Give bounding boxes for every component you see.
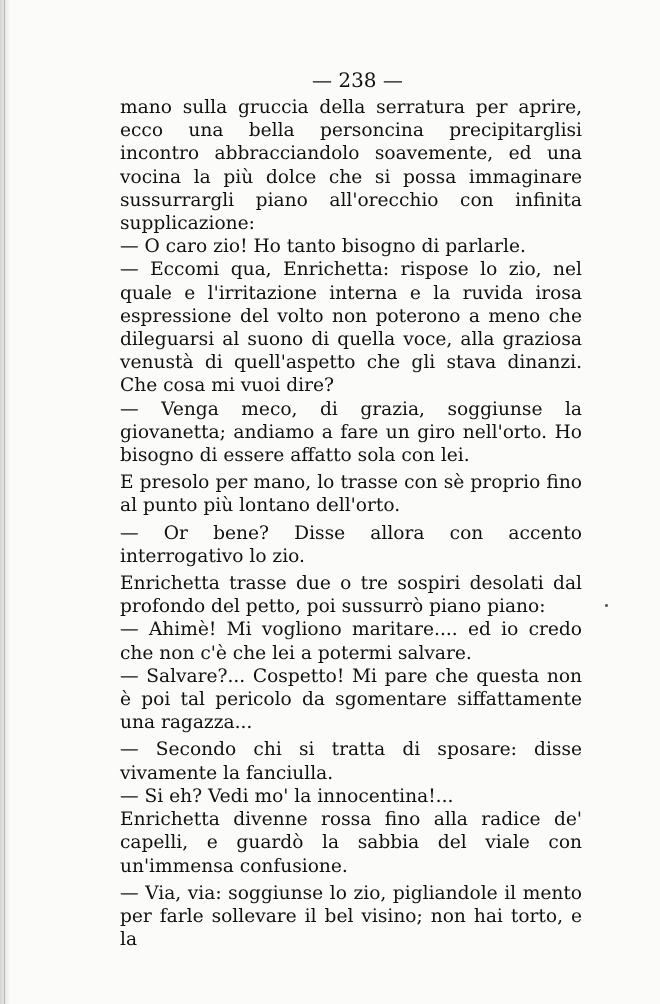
paragraph: — Or bene? Disse allora con accento interrogativo lo zio. bbox=[120, 522, 582, 567]
paragraph: — Ahimè! Mi vogliono maritare.... ed io credo che non c'è che lei a potermi salvare. bbox=[120, 619, 582, 664]
paragraph: — Via, via: soggiunse lo zio, pigliandole il mento per farle sollevare il bel visino; non hai torto, e la bbox=[120, 882, 582, 951]
paragraph: E presolo per mano, lo trasse con sè proprio fino al punto più lontano dell'orto. bbox=[120, 472, 582, 517]
page-binding-line bbox=[4, 0, 5, 1004]
paragraph: — Salvare?... Cospetto! Mi pare che questa non è poi tal pericolo da sgomentare siffattamente una ragazza... bbox=[120, 665, 582, 734]
paragraph: — Secondo chi si tratta di sposare: disse vivamente la fanciulla. bbox=[120, 739, 582, 784]
page-binding-edge bbox=[0, 0, 10, 1004]
paragraph: — Venga meco, di grazia, soggiunse la giovanetta; andiamo a fare un giro nell'orto. Ho bisogno di essere affatto sola con lei. bbox=[120, 398, 582, 467]
page-number: — 238 — bbox=[312, 68, 403, 92]
paragraph: — Eccomi qua, Enrichetta: rispose lo zio, nel quale e l'irritazione interna e la ruvida irosa espressione del volto non poterono a meno che dileguarsi al suono di quella voce, alla graziosa venustà di quell'aspetto che gli stava dinanzi. Che cosa mi vuoi dire? bbox=[120, 259, 582, 397]
paragraph: mano sulla gruccia della serratura per aprire, ecco una bella personcina precipitarglisi incontro abbracciandolo soavemente, ed una vocina la più dolce che si possa immaginare sussurrargli piano all'orecchio con infinita supplicazione: bbox=[120, 97, 582, 235]
ink-speck bbox=[605, 604, 608, 607]
paragraph: Enrichetta trasse due o tre sospiri desolati dal profondo del petto, poi sussurrò piano piano: bbox=[120, 573, 582, 618]
paragraph: — O caro zio! Ho tanto bisogno di parlarle. bbox=[120, 236, 526, 258]
paragraph: — Si eh? Vedi mo' la innocentina!... bbox=[120, 785, 454, 807]
paragraph: Enrichetta divenne rossa fino alla radice de' capelli, e guardò la sabbia del viale con un'immensa confusione. bbox=[120, 809, 582, 877]
body-text bbox=[120, 96, 582, 951]
